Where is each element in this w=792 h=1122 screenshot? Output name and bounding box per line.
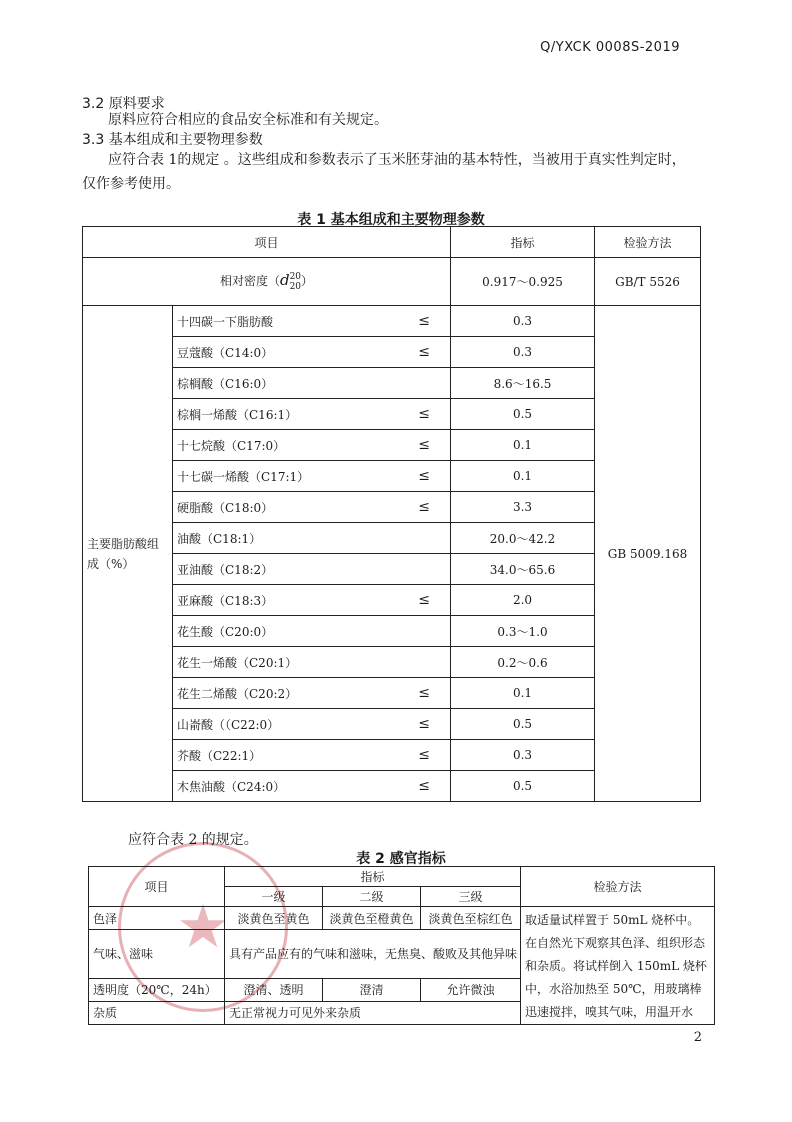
- fatty-acid-value: 0.3: [451, 337, 595, 368]
- less-equal-symbol: ≤: [418, 313, 431, 329]
- fatty-acid-name-text: 花生酸（C20:0）: [177, 624, 274, 639]
- less-equal-symbol: ≤: [418, 406, 431, 422]
- fatty-acid-method: GB 5009.168: [595, 306, 701, 802]
- table2-caption: 表 2 感官指标: [356, 851, 446, 867]
- fatty-acid-name-text: 棕榈一烯酸（C16:1）: [177, 407, 298, 422]
- fatty-acid-name-text: 木焦油酸（C24:0）: [177, 779, 286, 794]
- fatty-acid-value: 0.1: [451, 430, 595, 461]
- less-equal-symbol: ≤: [418, 499, 431, 515]
- fatty-acid-name-text: 棕榈酸（C16:0）: [177, 376, 274, 391]
- fatty-acid-name-text: 山嵛酸（（C22:0）: [177, 717, 280, 732]
- fatty-acid-name-text: 油酸（C18:1）: [177, 531, 262, 546]
- standard-code: Q/YXCK 0008S-2019: [540, 40, 680, 55]
- less-equal-symbol: ≤: [418, 437, 431, 453]
- section-3-3-title: 3.3 基本组成和主要物理参数: [82, 132, 263, 148]
- fatty-acid-name-text: 十七烷酸（C17:0）: [177, 438, 286, 453]
- fatty-acid-name: [173, 399, 451, 430]
- fatty-acid-value: 0.5: [451, 771, 595, 802]
- fatty-acid-name: [173, 585, 451, 616]
- density-label-text: 相对密度（: [219, 274, 280, 289]
- fatty-acid-name: [173, 523, 451, 554]
- table2-header-row: [89, 867, 715, 887]
- sensory-grade1: 澄清、透明: [225, 978, 323, 1001]
- density-label: [83, 258, 451, 306]
- density-sup: 20: [289, 271, 302, 282]
- table1-caption: 表 1 基本组成和主要物理参数: [297, 212, 485, 228]
- fatty-acid-name: [173, 740, 451, 771]
- sensory-all-grades: 无正常视力可见外来杂质: [225, 1001, 521, 1024]
- fatty-acid-name: [173, 368, 451, 399]
- density-close: ）: [301, 274, 314, 289]
- section-3-3-line1: 应符合表 1的规定 。这些组成和参数表示了玉米胚芽油的基本特性，当被用于真实性判定时，: [108, 152, 686, 168]
- density-method: GB/T 5526: [595, 258, 701, 306]
- table1-header-item: 项目: [83, 227, 451, 258]
- table1-density-row: [83, 258, 701, 306]
- fatty-acid-name-text: 亚油酸（C18:2）: [177, 562, 274, 577]
- less-equal-symbol: ≤: [418, 592, 431, 608]
- less-equal-symbol: ≤: [418, 778, 431, 794]
- fatty-acid-name: [173, 709, 451, 740]
- fatty-acid-value: 0.3: [451, 740, 595, 771]
- sensory-grade3: 允许微浊: [421, 978, 521, 1001]
- table1-header-method: 检验方法: [595, 227, 701, 258]
- table2-intro: 应符合表 2 的规定。: [128, 832, 258, 848]
- fatty-acid-value: 20.0～42.2: [451, 523, 595, 554]
- sensory-grade1: 淡黄色至黄色: [225, 907, 323, 930]
- density-indices: [290, 272, 301, 292]
- fatty-acid-name: [173, 771, 451, 802]
- density-sub: 20: [289, 281, 302, 292]
- fatty-acid-value: 8.6～16.5: [451, 368, 595, 399]
- sensory-item: 色泽: [89, 907, 225, 930]
- table2-row: [89, 907, 715, 930]
- fatty-acid-name-text: 花生二烯酸（C20:2）: [177, 686, 298, 701]
- sensory-grade2: 澄清: [323, 978, 421, 1001]
- table1-header-row: [83, 227, 701, 258]
- fatty-acid-value: 2.0: [451, 585, 595, 616]
- density-value: 0.917～0.925: [451, 258, 595, 306]
- sensory-item: 透明度（20℃，24h）: [89, 978, 225, 1001]
- fatty-acid-group-label: 主要脂肪酸组成（%）: [83, 306, 173, 802]
- fatty-acid-name: [173, 337, 451, 368]
- sensory-method: 取适量试样置于 50mL 烧杯中。在自然光下观察其色泽、组织形态和杂质。将试样倒入 150mL 烧杯中，水浴加热至 50℃，用玻璃棒迅速搅拌，嗅其气味，用温开水: [521, 907, 715, 1025]
- fatty-acid-name-text: 花生一烯酸（C20:1）: [177, 655, 298, 670]
- table2-grade2: 二级: [323, 887, 421, 907]
- fatty-acid-value: 0.3～1.0: [451, 616, 595, 647]
- table1-row: [83, 306, 701, 337]
- section-3-2-text: 原料应符合相应的食品安全标准和有关规定。: [108, 112, 388, 128]
- section-3-3-line2: 仅作参考使用。: [82, 176, 180, 192]
- fatty-acid-value: 0.1: [451, 678, 595, 709]
- sensory-all-grades: 具有产品应有的气味和滋味，无焦臭、酸败及其他异味: [225, 930, 521, 978]
- fatty-acid-name: [173, 554, 451, 585]
- fatty-acid-name-text: 硬脂酸（C18:0）: [177, 500, 274, 515]
- table2: [88, 866, 715, 1025]
- less-equal-symbol: ≤: [418, 344, 431, 360]
- table2-header-item: 项目: [89, 867, 225, 907]
- fatty-acid-name-text: 亚麻酸（C18:3）: [177, 593, 274, 608]
- density-symbol: d: [279, 271, 290, 290]
- fatty-acid-name: [173, 492, 451, 523]
- less-equal-symbol: ≤: [418, 747, 431, 763]
- fatty-acid-value: 34.0～65.6: [451, 554, 595, 585]
- fatty-acid-name-text: 十七碳一烯酸（C17:1）: [177, 469, 310, 484]
- fatty-acid-name-text: 十四碳一下脂肪酸: [177, 314, 274, 329]
- sensory-grade2: 淡黄色至橙黄色: [323, 907, 421, 930]
- less-equal-symbol: ≤: [418, 685, 431, 701]
- fatty-acid-name: [173, 306, 451, 337]
- table2-header-index: 指标: [225, 867, 521, 887]
- fatty-acid-value: 0.5: [451, 399, 595, 430]
- fatty-acid-value: 0.1: [451, 461, 595, 492]
- page-number: 2: [693, 1030, 702, 1045]
- fatty-acid-name-text: 豆蔻酸（C14:0）: [177, 345, 274, 360]
- table2-header-method: 检验方法: [521, 867, 715, 907]
- table2-grade3: 三级: [421, 887, 521, 907]
- fatty-acid-value: 0.2～0.6: [451, 647, 595, 678]
- table1-header-index: 指标: [451, 227, 595, 258]
- sensory-grade3: 淡黄色至棕红色: [421, 907, 521, 930]
- fatty-acid-name: [173, 678, 451, 709]
- fatty-acid-value: 0.3: [451, 306, 595, 337]
- less-equal-symbol: ≤: [418, 468, 431, 484]
- fatty-acid-value: 0.5: [451, 709, 595, 740]
- table1: [82, 226, 701, 802]
- table2-grade1: 一级: [225, 887, 323, 907]
- sensory-item: 杂质: [89, 1001, 225, 1024]
- less-equal-symbol: ≤: [418, 716, 431, 732]
- fatty-acid-value: 3.3: [451, 492, 595, 523]
- fatty-acid-name-text: 芥酸（C22:1）: [177, 748, 262, 763]
- seal-star-icon: ★: [176, 892, 230, 962]
- section-3-2-title: 3.2 原料要求: [82, 96, 165, 112]
- fatty-acid-name: [173, 647, 451, 678]
- sensory-item: 气味、滋味: [89, 930, 225, 978]
- fatty-acid-name: [173, 430, 451, 461]
- fatty-acid-name: [173, 461, 451, 492]
- fatty-acid-name: [173, 616, 451, 647]
